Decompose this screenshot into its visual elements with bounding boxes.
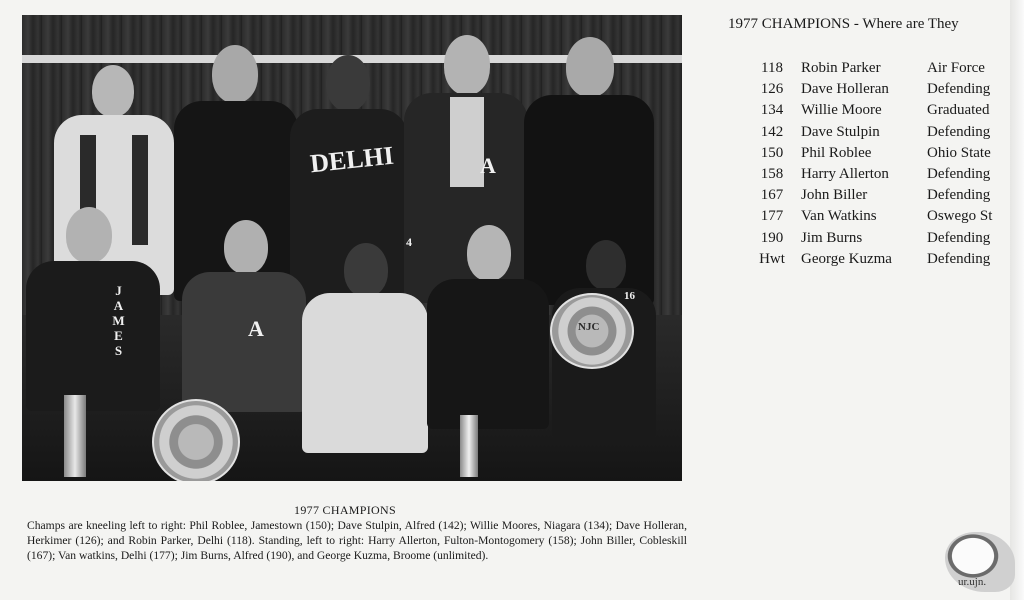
table-row bbox=[745, 185, 992, 206]
caption-body: Champs are kneeling left to right: Phil Roblee, Jamestown (150); Dave Stulpin, Alfred (142); Willie Moores, Niagara (134); Dave Holleran, Herkimer (126); and Robin Parker, Delhi (118). Standing, left to right: Harry Allerton, Fulton-Montogomery (158); John Biller, Cobleskill (167); Van watkins, Delhi (177); Jim Burns, Alfred (190), and George Kuzma, Broome (unlimited). bbox=[27, 519, 687, 562]
champion-name: Willie Moore bbox=[801, 102, 882, 119]
champion-status: Defending bbox=[927, 123, 991, 140]
champion-status: Defending bbox=[927, 229, 991, 246]
champion-name: Jim Burns bbox=[801, 229, 863, 246]
champion-status: Defending bbox=[927, 81, 991, 98]
trophy-left bbox=[64, 395, 86, 477]
plaque-njc-text: NJC bbox=[578, 321, 600, 333]
champion-name: Dave Stulpin bbox=[801, 123, 880, 140]
torn-corner-text: ur.ujn. bbox=[958, 576, 987, 588]
jersey-number-16: 16 bbox=[624, 290, 635, 302]
weight-class: 134 bbox=[760, 102, 784, 119]
weight-class: 126 bbox=[760, 81, 784, 98]
champions-list-title: 1977 CHAMPIONS - Where are They bbox=[728, 16, 959, 32]
champion-status: Defending bbox=[927, 250, 991, 267]
champion-name: Robin Parker bbox=[801, 60, 881, 77]
table-row bbox=[745, 79, 992, 100]
jersey-number-4: 4 bbox=[406, 235, 412, 249]
team-photo bbox=[22, 15, 682, 481]
table-row bbox=[745, 143, 992, 164]
table-row bbox=[745, 164, 992, 185]
weight-class: 158 bbox=[760, 166, 784, 183]
champion-status: Defending bbox=[927, 187, 991, 204]
weight-class: 190 bbox=[760, 229, 784, 246]
award-plaque-left bbox=[152, 399, 240, 481]
jersey-a-letter-kneeling: A bbox=[248, 316, 264, 341]
champion-name: George Kuzma bbox=[801, 250, 892, 267]
table-row bbox=[745, 228, 992, 249]
champion-name: Phil Roblee bbox=[801, 144, 872, 161]
weight-class: 177 bbox=[760, 208, 784, 225]
page-edge bbox=[1010, 0, 1024, 600]
caption-title: 1977 CHAMPIONS bbox=[294, 503, 396, 517]
jersey-delhi-text: DELHI bbox=[308, 140, 396, 179]
weight-class: 167 bbox=[760, 187, 784, 204]
champion-status: Defending bbox=[927, 166, 991, 183]
champion-status: Graduated bbox=[927, 102, 990, 119]
weight-class: 142 bbox=[760, 123, 784, 140]
jersey-a-letter-standing: A bbox=[480, 153, 496, 178]
table-row bbox=[745, 206, 992, 227]
jersey-james-text: JAMES bbox=[111, 283, 126, 358]
champion-status: Ohio State bbox=[927, 144, 991, 161]
table-row bbox=[745, 249, 992, 270]
champion-name: Dave Holleran bbox=[801, 81, 889, 98]
award-plaque-right bbox=[550, 293, 634, 369]
champion-status: Oswego St bbox=[927, 208, 993, 225]
weight-class: 150 bbox=[760, 144, 784, 161]
champions-table bbox=[745, 58, 992, 270]
weight-class: Hwt bbox=[759, 250, 785, 267]
kneeling-wrestler-3 bbox=[302, 235, 432, 473]
champion-name: John Biller bbox=[801, 187, 868, 204]
champion-status: Air Force bbox=[927, 60, 985, 77]
champion-name: Harry Allerton bbox=[801, 166, 889, 183]
kneeling-wrestler-1 bbox=[26, 207, 166, 477]
champion-name: Van Watkins bbox=[801, 208, 877, 225]
table-row bbox=[745, 100, 992, 121]
table-row bbox=[745, 122, 992, 143]
weight-class: 118 bbox=[761, 60, 783, 77]
table-row bbox=[745, 58, 992, 79]
kneeling-wrestler-4 bbox=[427, 225, 552, 465]
trophy-center bbox=[460, 415, 478, 477]
